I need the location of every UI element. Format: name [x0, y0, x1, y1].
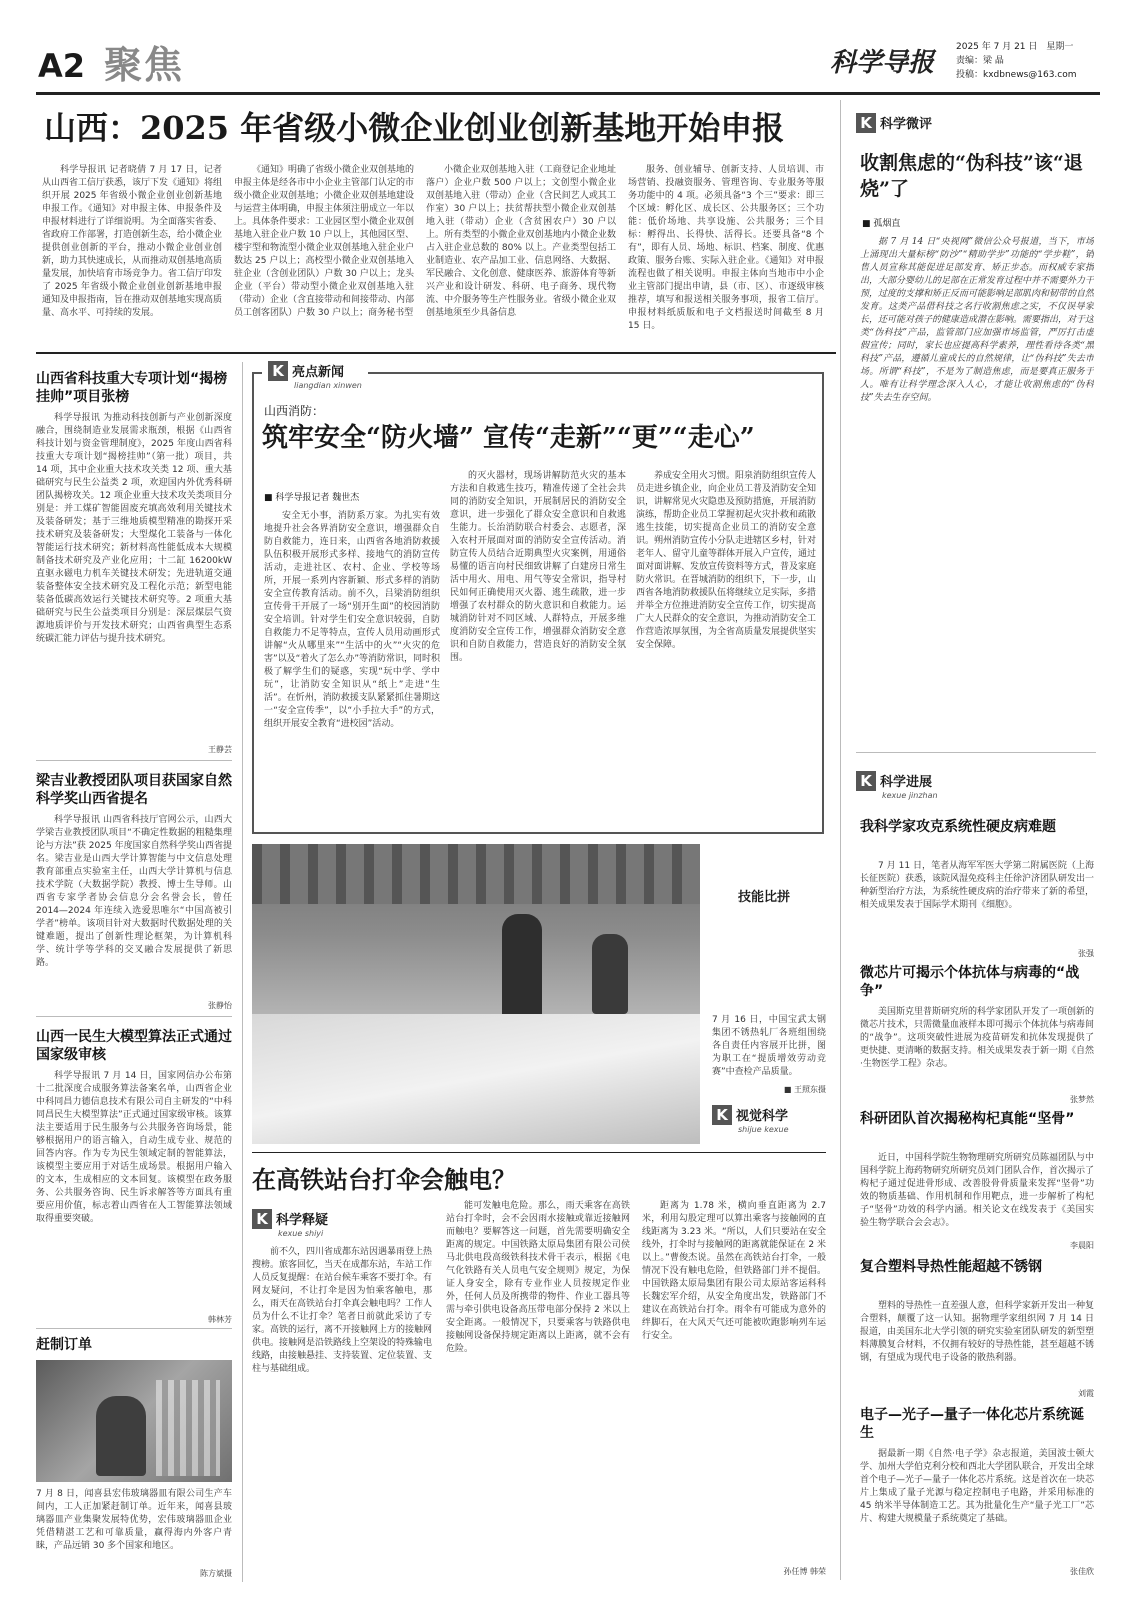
k-logo-icon: K: [856, 771, 876, 791]
fire-column-pinyin: liangdian xinwen: [294, 380, 362, 390]
lead-col-1: [42, 164, 222, 342]
left-article-2-text: 科学导报讯 山西省科技厅官网公示，山西大学梁吉业教授团队项目“不确定性数据的粗糙集理论与方法”获 2025 年度国家自然科学奖山西省提名。梁吉业是山西大学计算智能与中文信息处理教育部重点实验室主任，山西大学计算机与信息技术学院（大数据学院）教授、博士生导师。山西省专家学者协会信息分会名誉会长，曾任 2014—2024 年连续入选爱思唯尔“中国高被引学者”榜单。该项目针对大数据时代数据处理的关键难题，提出了创新性理论框架，为计算机科学、统计学等学科的交叉融合发展提供了新思路。: [36, 815, 232, 968]
rail-column-header: [252, 1208, 328, 1238]
left-photo-author: 陈方斌摄: [200, 1569, 232, 1578]
visual-column-pinyin: shijue kexue: [738, 1124, 789, 1134]
paper-name: 科学导报: [830, 48, 935, 78]
order-photo: [36, 1360, 232, 1482]
commentary-column-label: 科学微评: [880, 117, 933, 132]
progress-1-text: 7 月 11 日，笔者从海军军医大学第二附属医院（上海长征医院）获悉，该院风湿免疫科主任徐沪济团队研发出一种新型治疗方法，为系统性硬皮病的治疗带来了新的希望，相关成果发表于国际学术期刊《细胞》。: [860, 861, 1094, 910]
progress-4-title: 复合塑料导热性能超越不锈钢: [860, 1259, 1042, 1275]
glassware-rack: [156, 1380, 220, 1476]
fire-column-header: [262, 360, 368, 390]
visual-column-label: 视觉科学: [736, 1109, 789, 1124]
progress-5-text: 据最新一期《自然·电子学》杂志报道，美国波士顿大学、加州大学伯克利分校和西北大学团队联合，开发出全球首个电子—光子—量子一体化芯片系统。这是首次在一块芯片上集成了量子光源与稳定控制电子电路，并采用标准的 45 纳米半导体制造工艺。其为批量化生产“量子光工厂”芯片、构建大规模量子系统奠定了基础。: [860, 1449, 1094, 1524]
photo-caption-text: 7 月 16 日，中国宝武太钢集团不锈热轧厂各班组围绕各自责任内容展开比拼，图为职工在“提质增效劳动竞赛”中查检产品质量。: [712, 1015, 826, 1077]
rail-col-1-text: 前不久，四川省成都东站因遇暴雨登上热搜榜。旅客回忆，当天在成都东站，车站工作人员反复提醒：在站台候车乘客不要打伞。有网友疑问，不让打伞是因为怕乘客触电，那么，雨天在高铁站台打伞真会触电吗？工作人员为什么不让打伞？笔者日前就此采访了专家。高铁的运行，离不开接触网上方的接触网供电。接触网是沿铁路线上空架设的特殊输电线路，由接触悬挂、支持装置、定位装置、支柱与基础组成。: [252, 1247, 432, 1374]
progress-3-title: 科研团队首次揭秘构杞真能“坚骨”: [860, 1111, 1075, 1127]
lead-headline: 山西：2025 年省级小微企业创业创新基地开始申报: [44, 109, 785, 147]
rail-column-label: 科学释疑: [276, 1213, 329, 1228]
left-article-3-text: 科学导报讯 7 月 14 日，国家网信办公布第十二批深度合成服务算法备案名单，山西省企业中科同昌力德信息技术有限公司自主研发的“中科同昌民生大模型算法”正式通过国家级审核。该算法主要适用于民生服务与公共服务咨询场景，能够根据用户的语言输入，自动生成专业、规范的回答内容。作为专为民生领域定制的智能算法，该模型主要应用于对话生成场景。根据用户输入的文本，生成相应的文本回复。该模型在政务服务、公共服务咨询、民生诉求解答等方面具有重要应用价值，标志着山西省在人工智能算法领域取得重要突破。: [36, 1071, 232, 1224]
rail-column-pinyin: kexue shiyi: [278, 1228, 324, 1238]
k-logo-icon: K: [252, 1209, 272, 1229]
left-article-2-body: [36, 814, 232, 998]
left-article-1-body: [36, 412, 232, 742]
progress-column-header: [856, 770, 938, 800]
fire-kicker: 山西消防：: [264, 404, 325, 418]
fire-column-label: 亮点新闻: [292, 365, 345, 380]
fire-col-1-text: 安全无小事，消防系万家。为扎实有效地提升社会各界消防安全意识，增强群众自防自救能力，连日来，山西省各地消防救援队伍积极开展形式多样、接地气的消防宣传活动，走进社区、农村、企业、学校等场所，开展一系列内容新颖、形式多样的消防安全宣传教育活动。前不久，吕梁消防组织宣传骨干开展了一场“别开生面”的校园消防安全培训。针对学生们安全意识较弱，自防自救能力不足等特点，宣传人员用动画形式讲解“火从哪里来”“生活中的火”“火灾的危害”以及“着火了怎么办”等消防常识，同时积极了解学生们的疑惑，实现“玩中学、学中玩”，让消防安全知识从“纸上”走进“生活”。在忻州，消防救援支队紧紧抓住暑期这一“安全宣传季”，以“小手拉大手”的方式，组织开展安全教育“进校园”活动。: [264, 511, 440, 729]
lead-col-3: [426, 164, 616, 342]
lead-col-4-text: 服务、创业辅导、创新支持、人员培训、市场营销、投融资服务、管理咨询、专业服务等服务功能中的 4 项。必须具备“3 个三”要求：即三个区域：孵化区、成长区、公共服务区；三个功能：低价场地、共享设施、公共服务；三个目标：孵得出、长得快、活得长。还要具备“8 个有”，即有人员、场地、标识、档案、制度、优惠政策、服务台账、实际入驻企业。《通知》对申报流程也做了相关说明。申报主体向当地市中小企业主管部门提出申请，县（市、区）、市逐级审核推荐，填写和报送相关服务事项，报省工信厅。申报材料纸质版和电子文档报送时间截至 8 月 15 日。: [628, 165, 824, 331]
left-article-3-author: 韩林芳: [208, 1315, 232, 1324]
masthead-meta: [956, 40, 1077, 82]
left-article-3-body: [36, 1070, 232, 1314]
lead-col-2-text: 《通知》明确了省级小微企业双创基地的申报主体是经各市中小企业主管部门认定的市级小微企业双创基地；小微企业双创基地建设与运营主体明确，申报主体须注册成立一年以上。具体条件要求：工业园区型小微企业双创基地入驻企业户数 10 户以上，其他园区型、楼宇型和物流型小微企业双创基地入驻企业户数达 25 户以上；高校型小微企业双创基地入驻企业（含创业团队）户数 30 户以上；龙头企业（平台）带动型小微企业双创基地入驻（带动）企业（含直接带动和间接带动、内部员工创客团队）户数 30 户以上；商务秘书型: [234, 165, 414, 318]
photo-title: 技能比拼: [738, 890, 791, 905]
left-photo-title: 赶制订单: [36, 1337, 92, 1353]
progress-4-author: 刘霞: [1078, 1389, 1094, 1398]
rail-col-1: [252, 1246, 432, 1576]
progress-3-text: 近日，中国科学院生物物理研究所研究员陈福团队与中国科学院上海药物研究所研究员刘门团队合作，首次揭示了构杞子通过促进骨形成、改善股骨骨质量来发挥“坚骨”功效的物质基础、作用机制和作用靶点，进一步解析了构杞子“坚骨”功效的科学内涵。相关论文在线发表于《美国实验生物学联合会会志》。: [860, 1153, 1094, 1228]
rail-headline: 在高铁站台打伞会触电？: [252, 1165, 516, 1194]
progress-2-title: 微芯片可揭示个体抗体与病毒的“战争”: [860, 965, 1080, 999]
section-name: 聚焦: [104, 42, 185, 87]
commentary-author: ■ 孤烟直: [862, 219, 901, 229]
photo-author: ■ 王照东摄: [783, 1085, 826, 1094]
photo-caption: [712, 1014, 826, 1082]
progress-5-author: 张佳欣: [1070, 1567, 1094, 1576]
left-article-2-title: 梁吉业教授团队项目获国家自然科学奖山西省提名: [36, 773, 232, 807]
fire-col-3-text: 养成安全用火习惯。阳泉消防组织宣传人员走进乡镇企业，向企业员工普及消防安全知识，讲解常见火灾隐患及预防措施，开展消防演练，帮助企业员工掌握初起火灾扑救和疏散逃生技能，切实提高企业员工的消防安全意识。朔州消防宣传小分队走进辖区乡村，针对老年人、留守儿童等群体开展入户宣传，通过面对面讲解、发放宣传资料等方式，普及家庭防火常识。在晋城消防的组织下，下一步，山西省各地消防救援队伍将继续立足实际，多措并举全方位推进消防安全宣传工作，切实提高广大人民群众的安全意识，为推动消防安全工作营造浓厚氛围，为全省高质量发展提供坚实安全保障。: [636, 471, 816, 650]
left-column-separator: [242, 362, 243, 1582]
k-logo-icon: K: [712, 1105, 732, 1125]
photo-bottom-rule: [252, 1152, 826, 1153]
fire-byline: ■ 科学导报记者 魏世杰: [264, 493, 360, 503]
commentary-title: 收割焦虑的“伪科技”该“退烧”了: [860, 152, 1083, 200]
left-article-1-author: 王静芸: [208, 745, 232, 754]
mill-roof-beams: [252, 844, 700, 904]
fire-col-2: [450, 470, 626, 826]
workers-figure: [96, 1396, 146, 1476]
editor-credit: 责编：梁 晶: [956, 56, 1004, 66]
progress-column-pinyin: kexue jinzhan: [882, 790, 938, 800]
left-article-1-text: 科学导报讯 为推动科技创新与产业创新深度融合，围绕制造业发展需求瓶颈，根据《山西省科技计划与资金管理制度》，2025 年度山西省科技重大专项计划“揭榜挂帅”（第一批）项目，共 14 项，其中企业重大技术攻关类 12 项、重大基础研究与民生公益类 2 项，欢迎国内外优秀科研团队揭榜攻关。12 项企业重大技术攻关类项目分别是：并工煤矿智能固废充填高效利用关键技术及装备研发；基于三维地质模型精准的勘探开采技术研究及装备研发；大型煤化工装备与一体化智能运行技术研究；新材料高性能低成本大规模制备技术研究及产业化应用；十二缸 16200kW 直驱永磁电力机车关键技术研发；先进轨道交通装备整体安全技术研究及工程化示范；新型电能装备低碳高效运行关键技术研究等。2 项重大基础研究与民生公益类项目分别是：深层煤层气资源地质评价与开发技术研究；山西省典型生态系统碳汇能力评估与提升技术研究。: [36, 413, 232, 644]
lead-col-4: [628, 164, 824, 342]
fire-headline: 筑牢安全“防火墙” 宣传“走新”“更”“走心”: [262, 423, 755, 453]
k-logo-icon: K: [856, 113, 876, 133]
progress-3-body: [860, 1152, 1094, 1238]
worker-figure-2: [592, 934, 628, 1014]
lead-col-3-text: 小微企业双创基地入驻（工商登记企业地址落户）企业户数 500 户以上；文创型小微企业双创基地入驻（带动）企业（含民间艺人或其工作室）30 户以上；扶贫帮扶型小微企业双创基地入驻（带动）企业（含贫困农户）30 户以上。所有类型的小微企业双创基地内小微企业数占入驻企业总数的 80% 以上。产业类型包括工业制造业、农产品加工业、信息网络、大数据、军民融合、文化创意、健康医养、旅游体育等新兴产业和设计研发、科研、电子商务、现代物流、中介服务等生产性服务业。省级小微企业双创基地须至少具备信息: [426, 165, 616, 318]
visual-column-header: [712, 1104, 789, 1134]
rail-author: 孙任博 韩荣: [783, 1567, 826, 1576]
left-article-1-title: 山西省科技重大专项计划“揭榜挂帅”项目张榜: [36, 371, 228, 405]
left-divider-2: [36, 1016, 232, 1017]
left-photo-caption-text: 7 月 8 日，闻喜县宏伟玻璃器皿有限公司生产车间内，工人正加紧赶制订单。近年来，闻喜县玻璃器皿产业集聚发展特优势，宏伟玻璃器皿企业凭借精湛工艺和可靠质量，赢得海内外客户青睐，产品远销 30 多个国家和地区。: [36, 1489, 232, 1551]
progress-2-author: 张梦然: [1070, 1095, 1094, 1104]
progress-2-text: 美国斯克里普斯研究所的科学家团队开发了一项创新的微芯片技术，只需微量血液样本即可揭示个体抗体与病毒间的“战争”。这项突破性进展为疫苗研发和抗体发现提供了更快捷、更清晰的数据支持。相关成果发表于新一期《自然·生物医学工程》杂志。: [860, 1007, 1094, 1069]
left-article-2-author: 张静怡: [208, 1001, 232, 1010]
worker-figure: [502, 914, 542, 1024]
progress-2-body: [860, 1006, 1094, 1092]
steel-mill-photo: [252, 844, 700, 1144]
left-article-3-title: 山西一民生大模型算法正式通过国家级审核: [36, 1029, 232, 1063]
left-divider-3: [36, 1328, 232, 1329]
commentary-column-header: [856, 112, 932, 133]
progress-4-body: [860, 1300, 1094, 1386]
progress-3-author: 李晨阳: [1070, 1241, 1094, 1250]
progress-5-title: 电子—光子—量子一体化芯片系统诞生: [860, 1407, 1084, 1441]
page-code: A2: [38, 47, 86, 85]
progress-4-text: 塑料的导热性一直差强人意，但科学家新开发出一种复合塑料，颠覆了这一认知。据物理学家组织网 7 月 14 日报道，由美国东北大学引领的研究实验室团队研发的新型塑料薄膜复合材料，不仅拥有较好的导热性能，甚至超越不锈钢，有望成为现代电子设备的散热利器。: [860, 1301, 1094, 1363]
progress-1-title: 我科学家攻克系统性硬皮病难题: [860, 819, 1056, 835]
right-column-separator: [840, 100, 841, 1580]
progress-column-label: 科学进展: [880, 775, 933, 790]
left-divider-1: [36, 760, 232, 761]
k-logo-icon: K: [268, 361, 288, 381]
lead-col-2: [234, 164, 414, 342]
progress-1-author: 张强: [1078, 949, 1094, 958]
rail-col-2-text: 能可发触电危险。那么，雨天乘客在高铁站台打伞时，会不会因雨水接触或靠近接触网而触电？要解答这一问题，首先需要明确安全距离的规定。中国铁路太原局集团有限公司侯马北供电段高级铁科技术骨干表示，根据《电气化铁路有关人员电气安全规则》规定，为保证人身安全，除有专业作业人员按规定作业外，任何人员及所携带的物件、作业工器具等需与牵引供电设备高压带电部分保持 2 米以上安全距离。一般情况下，只要乘客与铁路供电接触网设备保持规定距离以上距离，就不会有危险。: [446, 1201, 630, 1354]
progress-1-body: [860, 860, 1094, 946]
rail-col-3: [642, 1200, 826, 1562]
fire-col-2-text: 的灭火器材，现场讲解防范火灾的基本方法和自救逃生技巧，精准传递了全社会共同的消防安全知识，开展制居民的消防安全意识，进一步强化了群众安全意识和自救逃生能力。长治消防联合村委会、志愿者，深入农村开展面对面的消防安全宣传活动。消防宣传人员结合近期典型火灾案例，用通俗易懂的语言向村民细致讲解了白建房日常生活中用火、用电、用气等安全常识，指导村民如何正确使用灭火器、逃生疏散，进一步增强了农村群众的防火意识和自救能力。运城消防针对不同区域、人群特点，开展多维度消防安全宣传工作，增强群众消防安全意识和自防自救能力，营造良好的消防安全氛围。: [450, 471, 626, 663]
left-photo-caption: [36, 1488, 232, 1566]
fire-col-1: [264, 510, 440, 826]
issue-date: 2025 年 7 月 21 日 星期一: [956, 42, 1074, 52]
fire-col-3: [636, 470, 816, 826]
right-divider-1: [856, 752, 1096, 753]
steel-strip: [252, 1014, 700, 1144]
commentary-text: 据 7 月 14 日“央视网”微信公众号报道，当下，市场上涌现出大量标榜“防沙”“精助学步”功能的“学步鞋”，销售人员宣称其能促进足部发育、矫正步态。而权威专家指出，大部分婴幼儿的足部在正常发育过程中并不需要外力干预，过度的支撑和矫正反而可能影响足部肌肉和韧带的自然发育。这类产品借科技之名行收割焦虑之实，不仅误导家长，还可能对孩子的健康造成潜在影响。需要指出，对于这类“伪科技”产品，监管部门应加强市场监管，严厉打击虚假宣传；同时，家长也应提高科学素养，理性看待各类“黑科技”产品，遵循儿童成长的自然规律，让“伪科技”失去市场。所谓“科技”，不是为了制造焦虑，而是要真正服务于人。唯有让科学理念深入人心，才能让收割焦虑的“伪科技”失去生存空间。: [860, 237, 1094, 403]
lead-col-1-text: 科学导报讯 记者晓倩 7 月 17 日，记者从山西省工信厅获悉，该厅下发《通知》将组织开展 2025 年省级小微企业创业创新基地申报工作。《通知》对申报主体、申报条件及申报材料进行了详细说明。为全面落实省委、省政府工作部署，打造创新生态，给小微企业提供创业创新的平台，推动小微企业创业创新，助力其快速成长，从而推动双创基地高质量发展，加快培育市场竞争力。省工信厅印发了 2025 年省级小微企业创业创新基地申报通知及申报指南，旨在推动双创基地实现高质量、高水平、可持续的发展。: [42, 165, 222, 318]
rail-col-3-text: 距离为 1.78 米，横向垂直距离为 2.7 米，利用勾股定理可以算出乘客与接触网的直线距离为 3.23 米。“所以，人们只要站在安全线外，打伞时与接触网的距离就能保证在 2 米以上。”曹俊杰说。虽然在高铁站台打伞，一般情况下没有触电危险，但铁路部门并不提倡。中国铁路太原局集团有限公司太原站客运科科长魏宏军介绍，从安全角度出发，铁路部门不建议在高铁站台打伞。雨伞有可能成为意外的绊脚石，在大风天气还可能被吹跑影响列车运行安全。: [642, 1201, 826, 1341]
masthead-rule: [36, 92, 1100, 95]
rail-col-2: [446, 1200, 630, 1576]
lead-bottom-rule: [36, 352, 836, 354]
contact-email: 投稿：kxdbnews@163.com: [956, 70, 1077, 80]
progress-5-body: [860, 1448, 1094, 1560]
commentary-body: [860, 236, 1094, 736]
